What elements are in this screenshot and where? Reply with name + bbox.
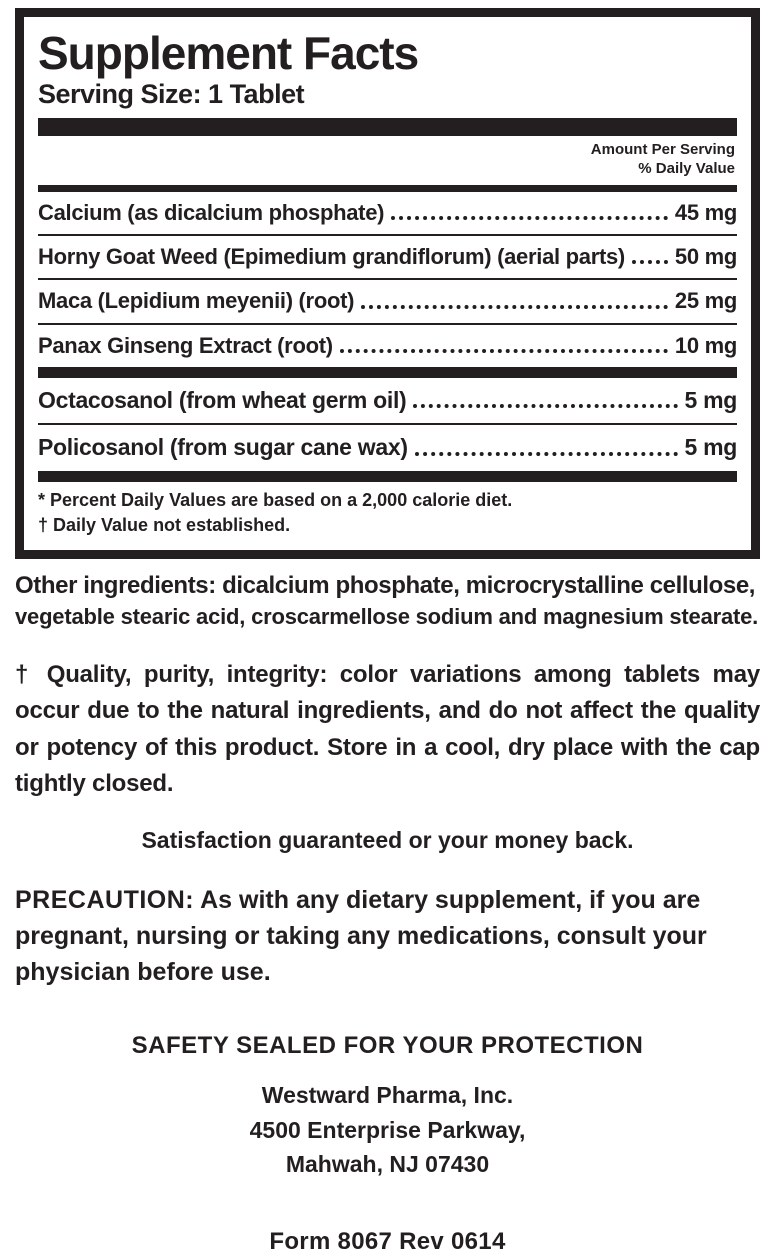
ingredient-row	[38, 236, 737, 278]
serving-size: Serving Size: 1 Tablet	[38, 79, 305, 110]
warning-text: As with any dietary supplement, if you are pregnant, nursing or taking any medications, consult your physician before use.	[15, 885, 707, 987]
active-ingredient-row	[38, 425, 737, 470]
ingredient-name: Calcium (as dicalcium phosphate)	[38, 199, 385, 225]
dot-leader	[361, 305, 668, 309]
dot-leader	[632, 260, 668, 264]
divider-heavy	[38, 367, 737, 378]
warning-lead: PRECAUTION:	[15, 885, 195, 914]
footnotes	[38, 482, 737, 542]
dot-leader	[340, 349, 668, 353]
column-header	[38, 136, 737, 185]
quality-note-paragraph: † Quality, purity, integrity: color variations among tablets may occur due to the natural ingredients, and do not affect the quality or potency of this product. Store in a cool, dry place with the cap tightly closed.	[15, 660, 760, 798]
dv-footnote: * Percent Daily Values are based on a 2,000 calorie diet.	[38, 489, 513, 510]
amount-per-serving-header: Amount Per Serving	[590, 141, 735, 159]
safety-seal-line: SAFETY SEALED FOR YOUR PROTECTION	[131, 1032, 644, 1060]
daily-value-header: % Daily Value	[638, 160, 735, 178]
divider-heavy-bottom	[38, 471, 737, 482]
form-revision-line: Form 8067 Rev 0614	[269, 1227, 506, 1255]
ingredient-row	[38, 280, 737, 322]
ingredient-name: Octacosanol (from wheat germ oil)	[38, 386, 407, 413]
dot-leader	[415, 452, 678, 456]
ingredient-amount: 45 mg	[674, 199, 737, 225]
dot-leader	[391, 216, 668, 220]
not-established-footnote: † Daily Value not established.	[38, 515, 291, 536]
ingredient-amount: 10 mg	[674, 332, 737, 358]
ingredient-name: Panax Ginseng Extract (root)	[38, 332, 333, 358]
other-ingredients-line1: Other ingredients: dicalcium phosphate, microcrystalline cellulose,	[15, 571, 756, 599]
ingredient-name: Policosanol (from sugar cane wax)	[38, 434, 408, 461]
company-city: Mahwah, NJ 07430	[285, 1151, 490, 1178]
ingredient-amount: 5 mg	[684, 434, 737, 461]
ingredient-name: Maca (Lepidium meyenii) (root)	[38, 288, 355, 314]
divider-thick-top	[38, 118, 737, 136]
company-street: 4500 Enterprise Parkway,	[249, 1116, 526, 1143]
ingredient-name: Horny Goat Weed (Epimedium grandiflorum) (aerial parts)	[38, 244, 625, 270]
other-ingredients-line2: vegetable stearic acid, croscarmellose sodium and magnesium stearate.	[15, 604, 759, 630]
dot-leader	[413, 404, 677, 408]
divider-medium	[38, 185, 737, 192]
supplement-facts-panel	[15, 8, 760, 559]
ingredient-row	[38, 325, 737, 367]
ingredient-row	[38, 192, 737, 234]
panel-title: Supplement Facts	[38, 27, 419, 79]
warning-paragraph	[15, 882, 760, 991]
ingredient-amount: 5 mg	[684, 386, 737, 413]
company-name: Westward Pharma, Inc.	[261, 1082, 514, 1109]
active-ingredient-row	[38, 378, 737, 423]
ingredient-amount: 25 mg	[674, 288, 737, 314]
ingredient-amount: 50 mg	[674, 244, 737, 270]
guarantee-line: Satisfaction guaranteed or your money back.	[141, 826, 634, 853]
address-block	[15, 1078, 760, 1182]
